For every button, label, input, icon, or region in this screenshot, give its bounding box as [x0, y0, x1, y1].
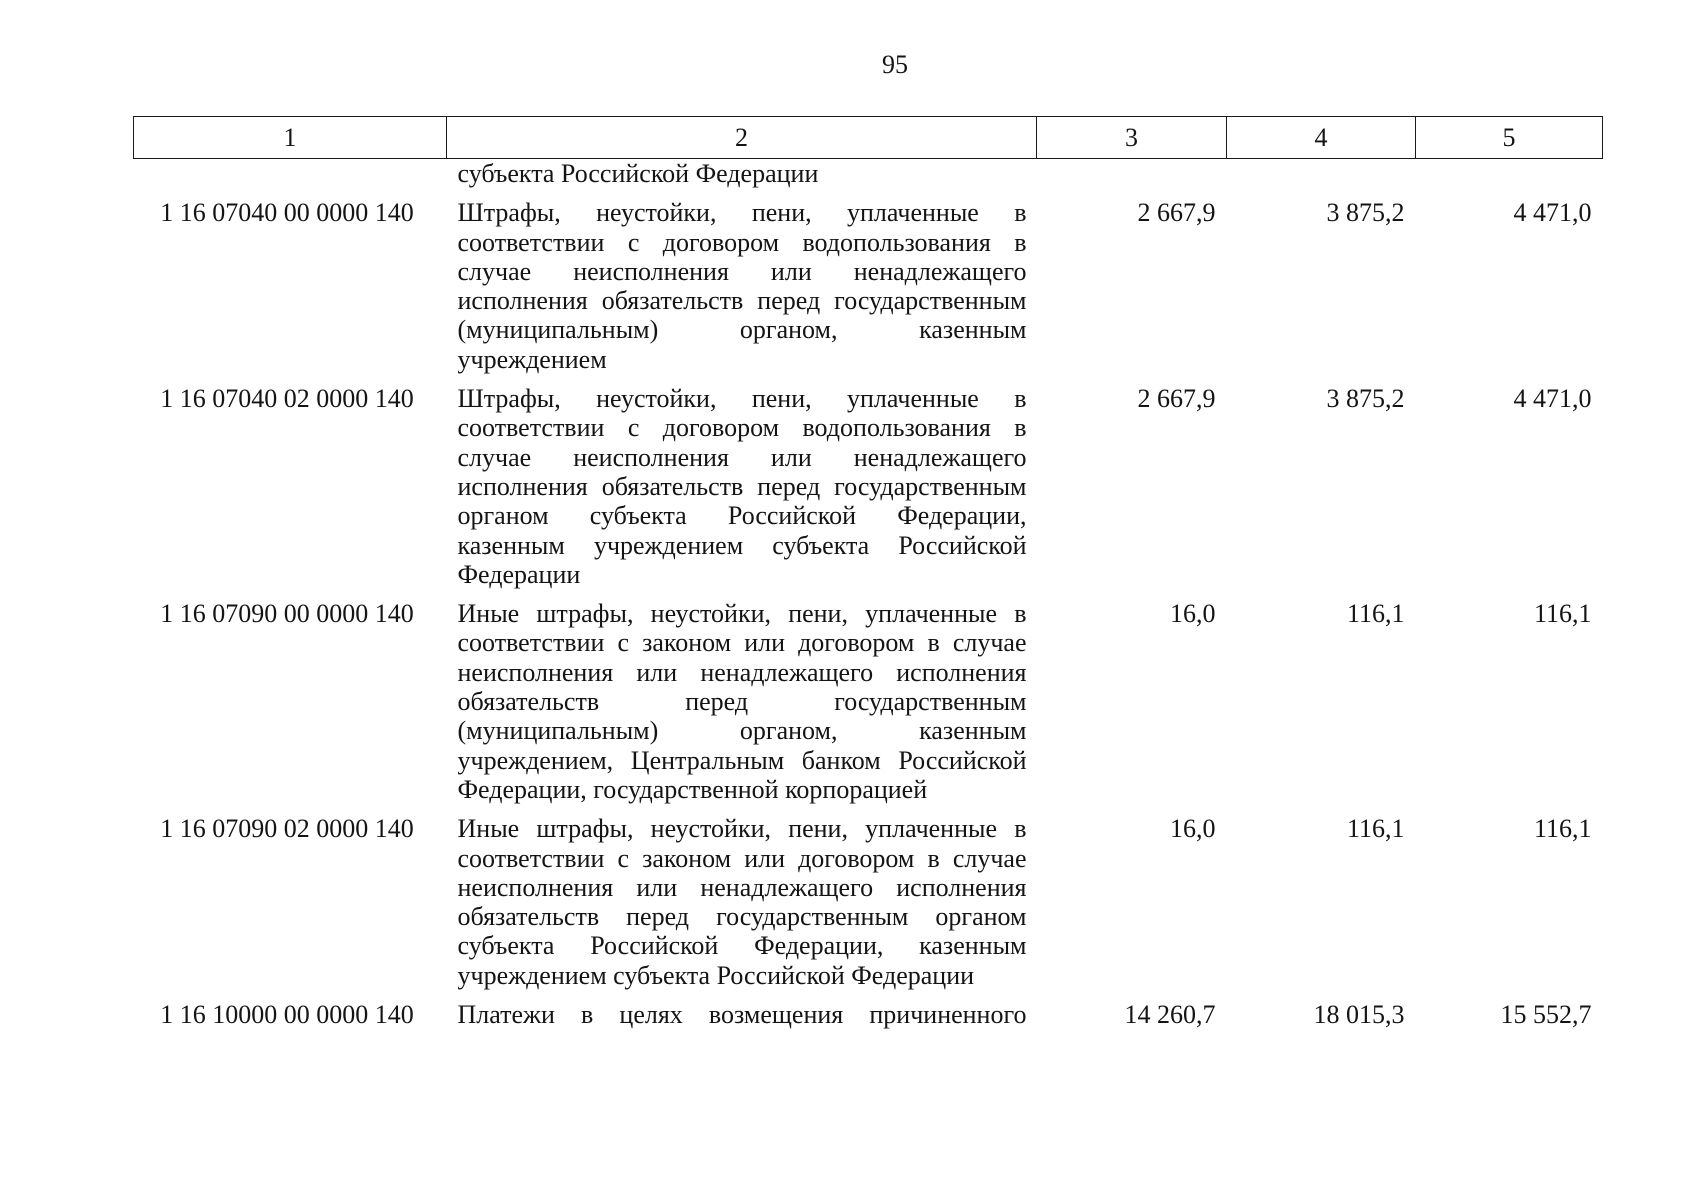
row-value-col3: 16,0 [1170, 814, 1216, 844]
row-value-col5: 4 471,0 [1513, 198, 1592, 228]
row-value-col3: 2 667,9 [1137, 384, 1216, 414]
row-value-col4: 116,1 [1346, 814, 1405, 844]
row-code: 1 16 07040 00 0000 140 [160, 198, 414, 228]
row-code [134, 159, 447, 199]
row-value-col5 [1416, 159, 1603, 199]
row-value-col4: 18 015,3 [1313, 1000, 1405, 1030]
row-description: Платежи в целях возмещения причиненного [457, 1000, 1027, 1030]
row-description: Иные штрафы, неустойки, пени, уплаченные в соответствии с законом или договором в случае неисполнения или ненадлежащего исполнения обязательств перед государственным (муниципальным) органом, казенным учреждением, Центральным банком Российской Федерации, государственной корпорацией [457, 599, 1027, 804]
column-header-1: 1 [134, 117, 447, 159]
row-value-col5: 4 471,0 [1513, 384, 1592, 414]
table-row [134, 814, 1603, 1000]
row-description: Штрафы, неустойки, пени, уплаченные в соответствии с договором водопользования в случае неисполнения или ненадлежащего исполнения обязательств перед государственным органом субъекта Российской Федерации, казенным учреждением субъекта Российской Федерации [457, 384, 1027, 589]
table-row [134, 599, 1603, 814]
column-header-2: 2 [447, 117, 1037, 159]
row-description: субъекта Российской Федерации [457, 159, 819, 188]
row-value-col5: 116,1 [1533, 814, 1592, 844]
row-value-col4: 3 875,2 [1326, 198, 1405, 228]
row-value-col3 [1037, 159, 1227, 199]
table-row [134, 384, 1603, 599]
budget-table [133, 116, 1603, 1039]
row-description: Штрафы, неустойки, пени, уплаченные в соответствии с договором водопользования в случае неисполнения или ненадлежащего исполнения обязательств перед государственным (муниципальным) органом, казенным учреждением [457, 198, 1027, 374]
row-value-col3: 14 260,7 [1124, 1000, 1216, 1030]
row-code: 1 16 07090 00 0000 140 [160, 599, 414, 629]
row-value-col4 [1227, 159, 1416, 199]
row-code: 1 16 07040 02 0000 140 [160, 384, 414, 414]
row-description: Иные штрафы, неустойки, пени, уплаченные в соответствии с законом или договором в случае неисполнения или ненадлежащего исполнения обязательств перед государственным органом субъекта Российской Федерации, казенным учреждением субъекта Российской Федерации [457, 814, 1027, 990]
table-row [134, 198, 1603, 384]
row-value-col4: 3 875,2 [1326, 384, 1405, 414]
row-code: 1 16 07090 02 0000 140 [160, 814, 414, 844]
column-header-4: 4 [1227, 117, 1416, 159]
column-header-3: 3 [1037, 117, 1227, 159]
table-row [134, 1000, 1603, 1039]
row-value-col3: 16,0 [1170, 599, 1216, 629]
row-value-col4: 116,1 [1346, 599, 1405, 629]
page-number: 95 [882, 50, 908, 79]
table-row [134, 159, 1603, 199]
column-header-5: 5 [1416, 117, 1603, 159]
row-code: 1 16 10000 00 0000 140 [160, 1000, 414, 1030]
row-value-col5: 116,1 [1533, 599, 1592, 629]
table-header-row [134, 117, 1603, 159]
row-value-col5: 15 552,7 [1500, 1000, 1592, 1030]
row-value-col3: 2 667,9 [1137, 198, 1216, 228]
